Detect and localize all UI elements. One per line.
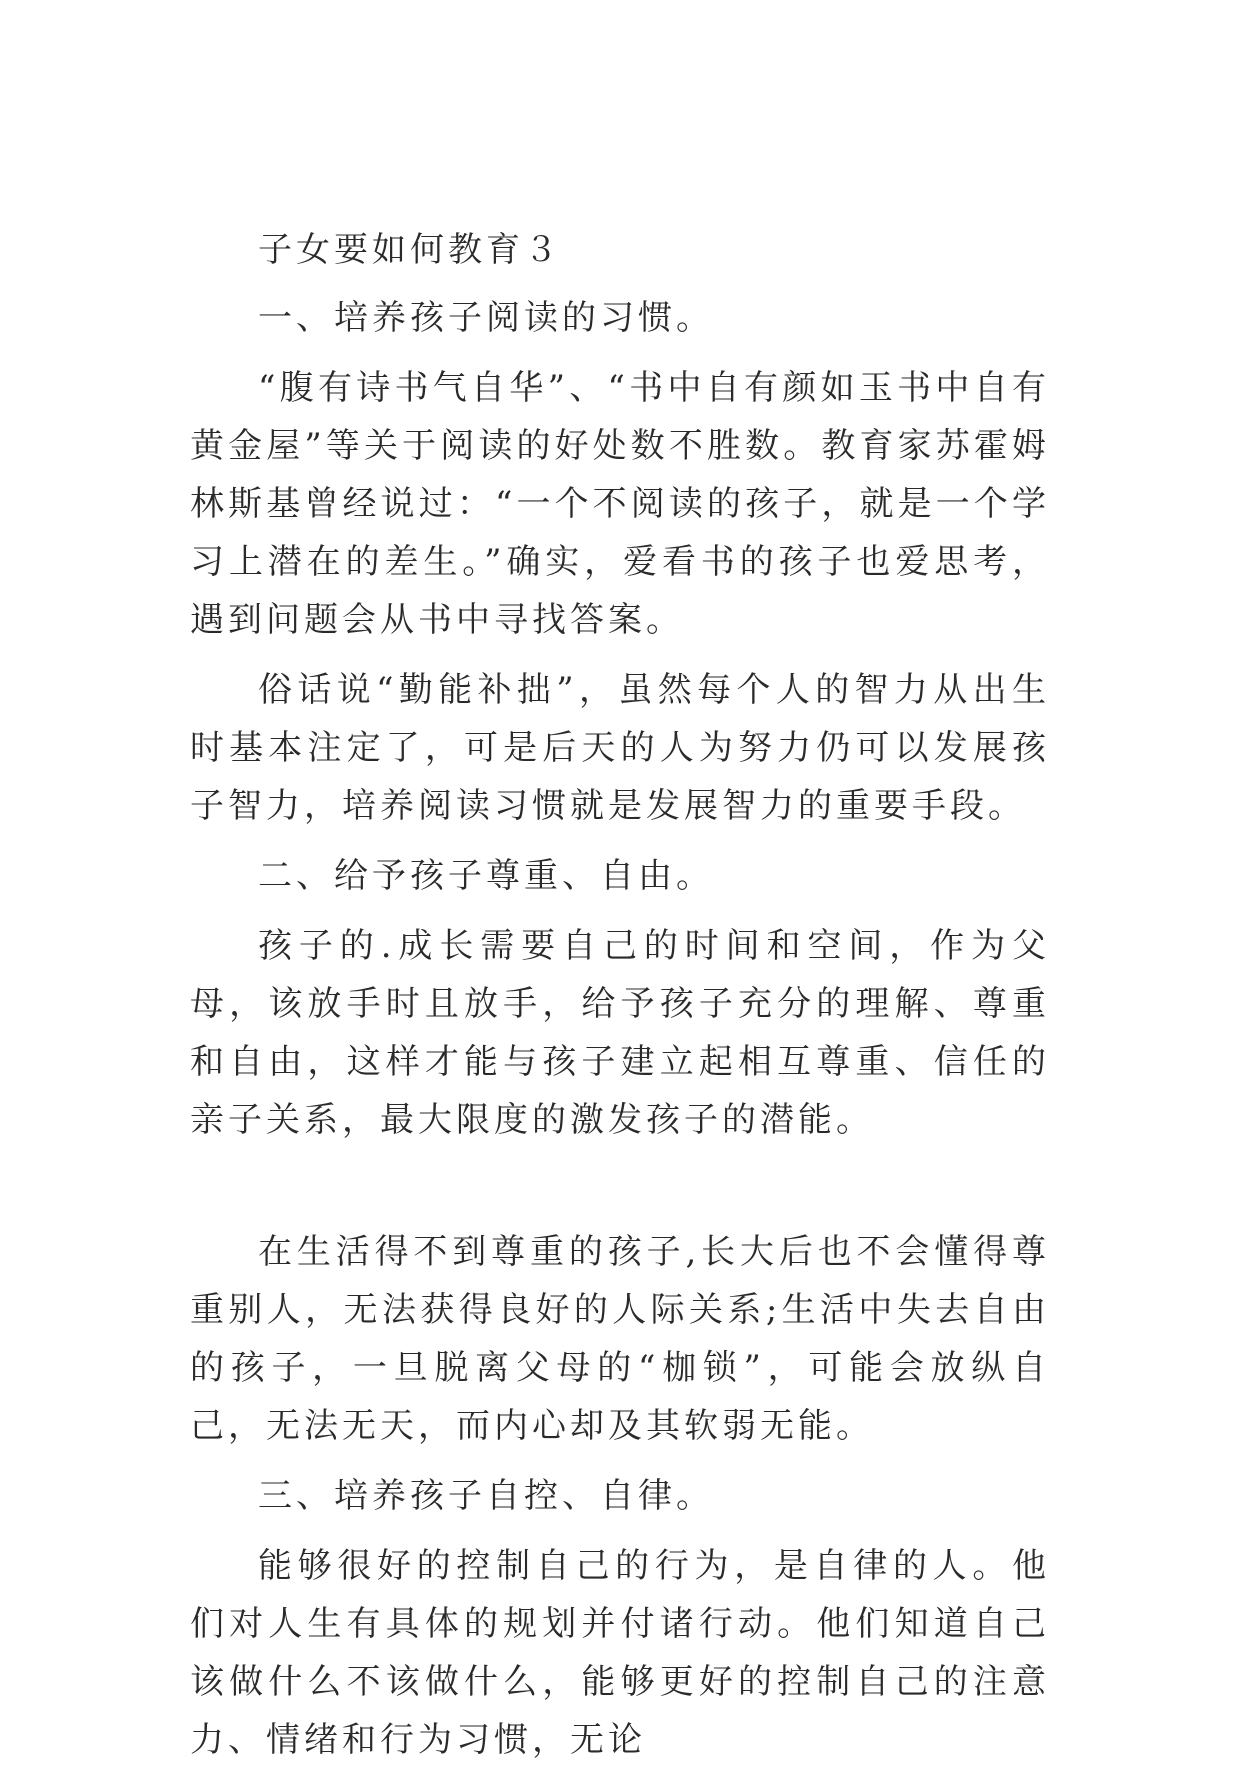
paragraph: “腹有诗书气自华”、“书中自有颜如玉书中自有黄金屋”等关于阅读的好处数不胜数。教育家苏霍姆林斯基曾经说过：“一个不阅读的孩子，就是一个学习上潜在的差生。”确实，爱看书的孩子也爱思考，遇到问题会从书中寻找答案。 bbox=[190, 368, 1050, 640]
paragraph: 孩子的.成长需要自己的时间和空间，作为父母，该放手时且放手，给予孩子充分的理解、尊重和自由，这样才能与孩子建立起相互尊重、信任的亲子关系，最大限度的激发孩子的潜能。 bbox=[190, 926, 1050, 1140]
paragraph: 能够很好的控制自己的行为，是自律的人。他们对人生有具体的规划并付诸行动。他们知道自己该做什么不该做什么，能够更好的控制自己的注意力、情绪和行为习惯，无论 bbox=[190, 1546, 1050, 1760]
section-heading-2: 二、给予孩子尊重、自由。 bbox=[258, 856, 714, 896]
section-heading-3: 三、培养孩子自控、自律。 bbox=[258, 1476, 714, 1516]
section-heading-1: 一、培养孩子阅读的习惯。 bbox=[258, 298, 714, 338]
document-title: 子女要如何教育３ bbox=[258, 230, 562, 270]
document-body bbox=[190, 221, 1050, 1781]
paragraph: 俗话说“勤能补拙”，虽然每个人的智力从出生时基本注定了，可是后天的人为努力仍可以发展孩子智力，培养阅读习惯就是发展智力的重要手段。 bbox=[190, 670, 1050, 826]
paragraph: 在生活得不到尊重的孩子,长大后也不会懂得尊重别人，无法获得良好的人际关系;生活中失去自由的孩子，一旦脱离父母的“枷锁”，可能会放纵自己，无法无天，而内心却及其软弱无能。 bbox=[190, 1232, 1050, 1446]
